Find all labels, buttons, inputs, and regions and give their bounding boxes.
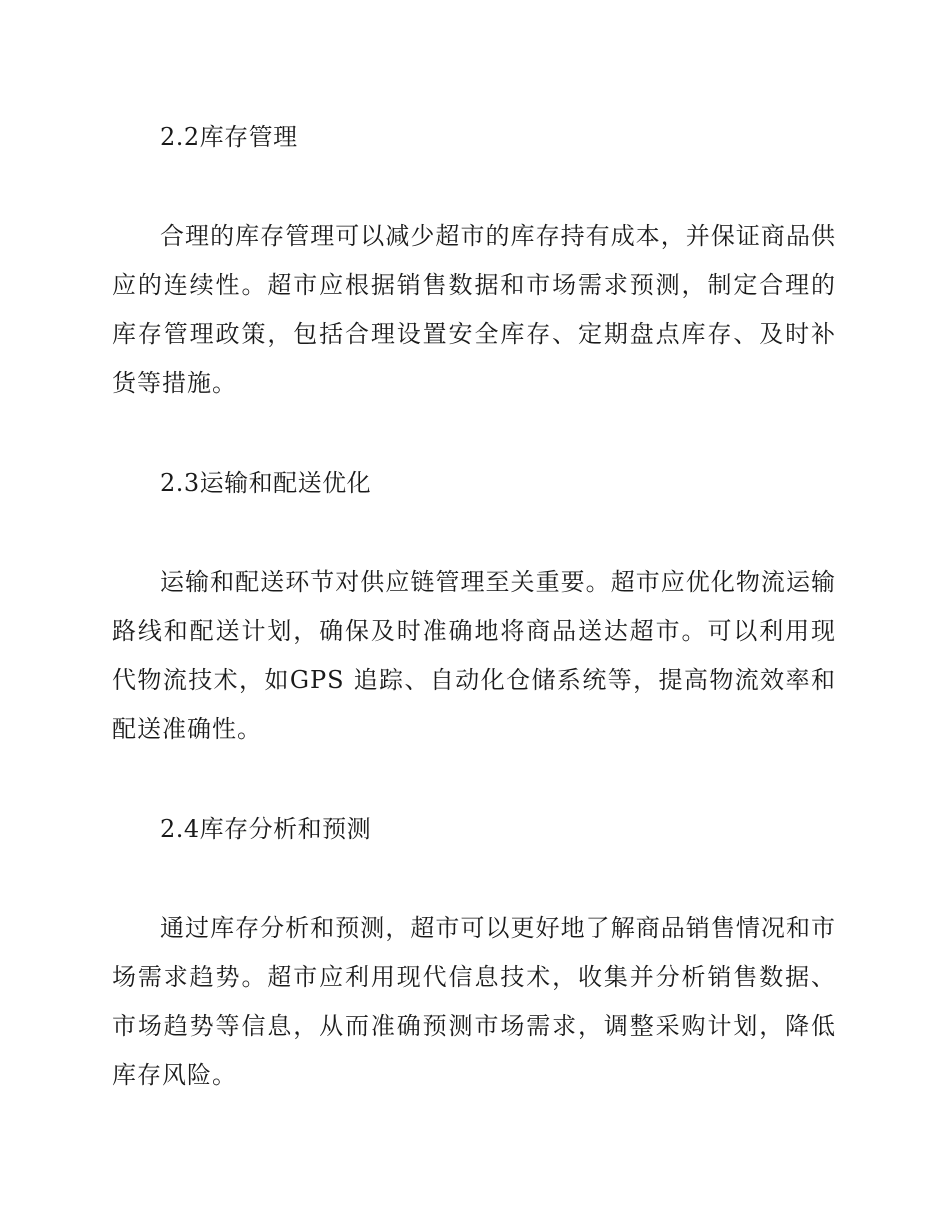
section-paragraph: 通过库存分析和预测，超市可以更好地了解商品销售情况和市场需求趋势。超市应利用现代信息技术，收集并分析销售数据、市场趋势等信息，从而准确预测市场需求，调整采购计划，降低库存风险。 (112, 914, 836, 1089)
document-page (112, 112, 836, 1100)
section-paragraph: 运输和配送环节对供应链管理至关重要。超市应优化物流运输路线和配送计划，确保及时准确地将商品送达超市。可以利用现代物流技术，如GPS 追踪、自动化仓储系统等，提高物流效率和配送准确性。 (112, 568, 836, 743)
section-paragraph: 合理的库存管理可以减少超市的库存持有成本，并保证商品供应的连续性。超市应根据销售数据和市场需求预测，制定合理的库存管理政策，包括合理设置安全库存、定期盘点库存、及时补货等措施。 (112, 222, 836, 397)
section-inventory-management (112, 112, 836, 458)
section-inventory-forecast (112, 804, 836, 1100)
section-heading: 2.4库存分析和预测 (160, 815, 372, 843)
section-heading: 2.3运输和配送优化 (160, 469, 372, 497)
section-heading: 2.2库存管理 (160, 123, 298, 151)
section-transport-optimization (112, 458, 836, 804)
